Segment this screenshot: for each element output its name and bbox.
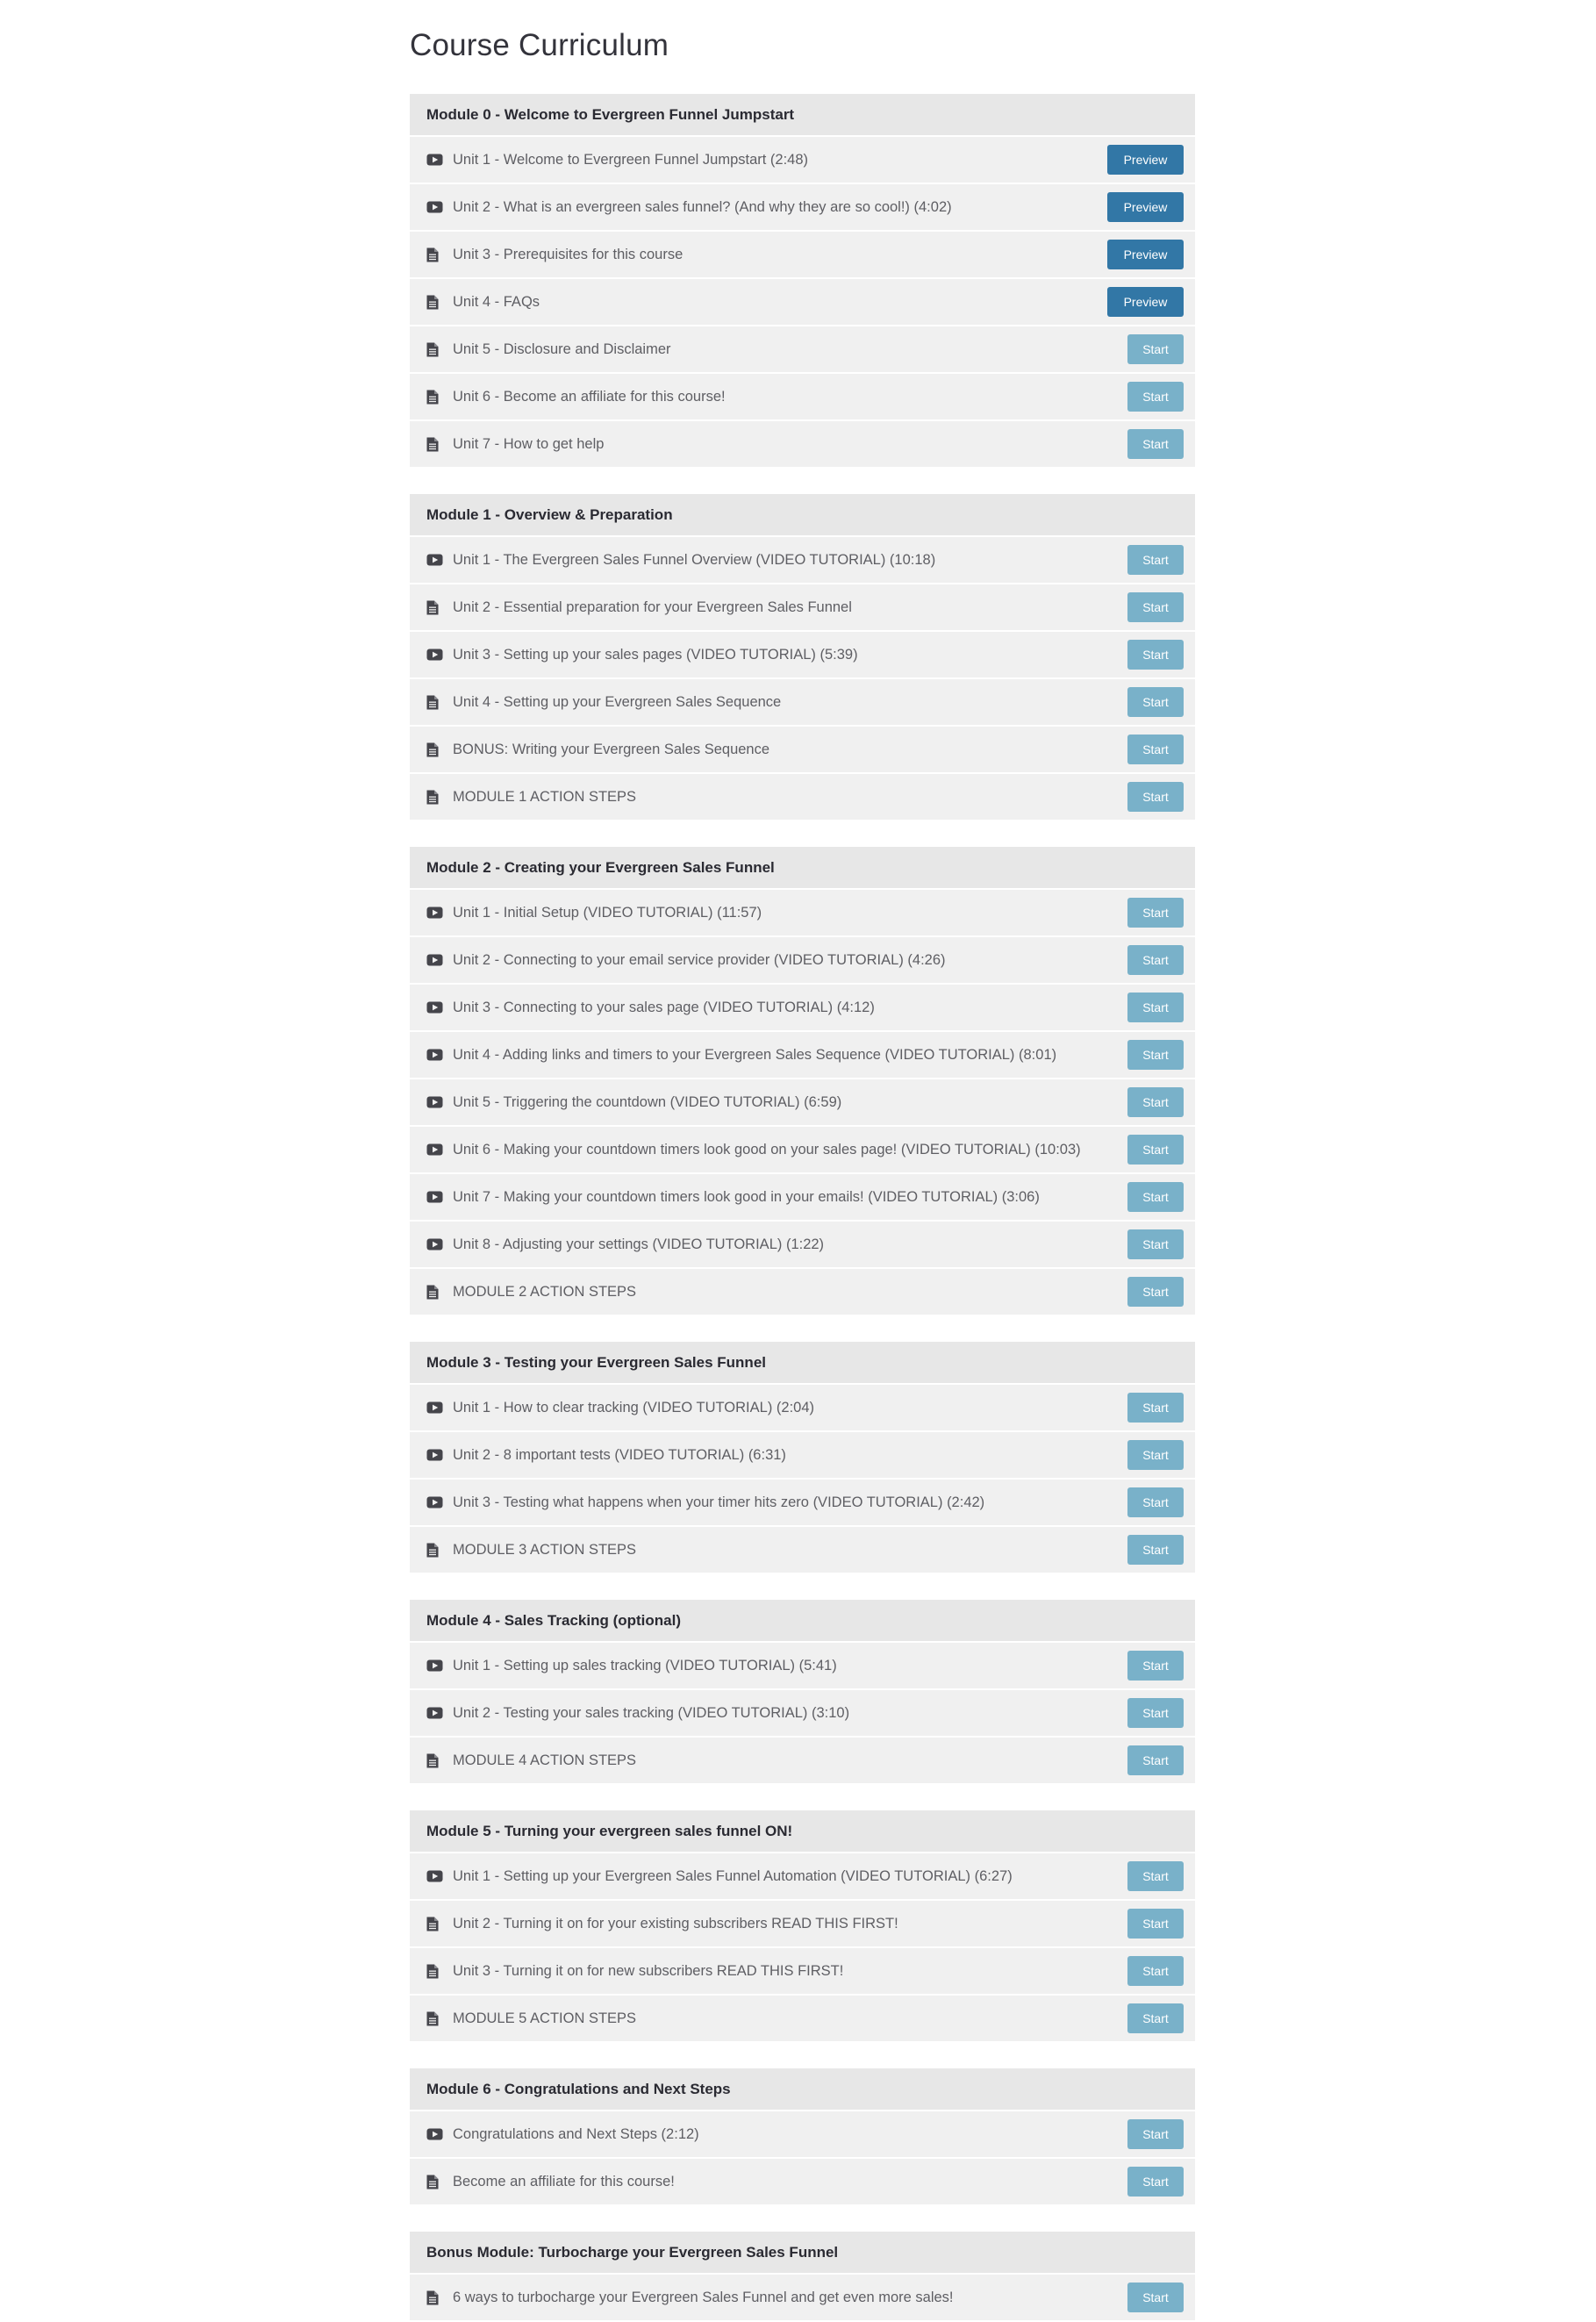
- unit-title: Unit 1 - Welcome to Evergreen Funnel Jumpstart (2:48): [453, 151, 809, 168]
- module-section-1: [410, 494, 1195, 820]
- document-icon: [426, 2010, 446, 2026]
- video-icon: [426, 905, 446, 921]
- unit-row[interactable]: [410, 374, 1195, 419]
- unit-title: Unit 7 - Making your countdown timers look good in your emails! (VIDEO TUTORIAL) (3:06): [453, 1188, 1040, 1205]
- module-units: [410, 1853, 1195, 2041]
- unit-row[interactable]: [410, 1127, 1195, 1172]
- preview-button[interactable]: Preview: [1107, 192, 1184, 222]
- start-button[interactable]: Start: [1127, 2283, 1184, 2312]
- module-header: Module 6 - Congratulations and Next Steps: [410, 2068, 1195, 2110]
- unit-title: Unit 3 - Connecting to your sales page (VIDEO TUTORIAL) (4:12): [453, 999, 875, 1015]
- document-icon: [426, 341, 446, 357]
- start-button[interactable]: Start: [1127, 382, 1184, 412]
- start-button[interactable]: Start: [1127, 1698, 1184, 1728]
- unit-row[interactable]: [410, 2111, 1195, 2157]
- unit-title: Unit 6 - Become an affiliate for this course!: [453, 388, 726, 405]
- start-button[interactable]: Start: [1127, 1861, 1184, 1891]
- video-icon: [426, 1094, 446, 1110]
- module-units: [410, 537, 1195, 820]
- unit-title: Unit 1 - Initial Setup (VIDEO TUTORIAL) (11:57): [453, 904, 762, 921]
- start-button[interactable]: Start: [1127, 735, 1184, 764]
- module-section-7: [410, 2232, 1195, 2320]
- video-icon: [426, 152, 446, 168]
- start-button[interactable]: Start: [1127, 429, 1184, 459]
- unit-row[interactable]: [410, 537, 1195, 583]
- unit-title: Become an affiliate for this course!: [453, 2173, 675, 2189]
- unit-row[interactable]: [410, 2275, 1195, 2320]
- start-button[interactable]: Start: [1127, 1745, 1184, 1775]
- unit-row[interactable]: [410, 632, 1195, 677]
- document-icon: [426, 1916, 446, 1931]
- unit-row[interactable]: [410, 1385, 1195, 1430]
- unit-title: MODULE 4 ACTION STEPS: [453, 1752, 637, 1768]
- video-icon: [426, 1189, 446, 1205]
- unit-row[interactable]: [410, 937, 1195, 983]
- start-button[interactable]: Start: [1127, 1087, 1184, 1117]
- start-button[interactable]: Start: [1127, 1182, 1184, 1212]
- module-section-6: [410, 2068, 1195, 2204]
- module-section-2: [410, 847, 1195, 1315]
- video-icon: [426, 647, 446, 663]
- video-icon: [426, 199, 446, 215]
- unit-title: Unit 1 - Setting up your Evergreen Sales Funnel Automation (VIDEO TUTORIAL) (6:27): [453, 1867, 1013, 1884]
- unit-title: MODULE 3 ACTION STEPS: [453, 1541, 637, 1558]
- unit-row[interactable]: [410, 1643, 1195, 1688]
- document-icon: [426, 694, 446, 710]
- document-icon: [426, 789, 446, 805]
- unit-title: Unit 4 - FAQs: [453, 293, 540, 310]
- unit-title: MODULE 5 ACTION STEPS: [453, 2010, 637, 2026]
- unit-row[interactable]: [410, 326, 1195, 372]
- document-icon: [426, 742, 446, 757]
- preview-button[interactable]: Preview: [1107, 145, 1184, 175]
- video-icon: [426, 1142, 446, 1157]
- unit-row[interactable]: [410, 2159, 1195, 2204]
- start-button[interactable]: Start: [1127, 1040, 1184, 1070]
- curriculum-list: [410, 94, 1195, 2320]
- unit-row[interactable]: [410, 1432, 1195, 1478]
- unit-title: Unit 1 - Setting up sales tracking (VIDEO TUTORIAL) (5:41): [453, 1657, 837, 1673]
- module-header: Module 4 - Sales Tracking (optional): [410, 1600, 1195, 1641]
- module-units: [410, 1385, 1195, 1573]
- unit-row[interactable]: [410, 137, 1195, 183]
- video-icon: [426, 1494, 446, 1510]
- unit-row[interactable]: [410, 985, 1195, 1030]
- module-units: [410, 137, 1195, 467]
- document-icon: [426, 2174, 446, 2189]
- unit-title: MODULE 1 ACTION STEPS: [453, 788, 637, 805]
- start-button[interactable]: Start: [1127, 898, 1184, 928]
- document-icon: [426, 1542, 446, 1558]
- page-title: Course Curriculum: [410, 28, 669, 62]
- video-icon: [426, 1447, 446, 1463]
- unit-title: Unit 2 - Turning it on for your existing subscribers READ THIS FIRST!: [453, 1915, 898, 1931]
- unit-title: Unit 2 - Connecting to your email service provider (VIDEO TUTORIAL) (4:26): [453, 951, 946, 968]
- start-button[interactable]: Start: [1127, 1909, 1184, 1939]
- document-icon: [426, 389, 446, 405]
- start-button[interactable]: Start: [1127, 640, 1184, 670]
- module-header: Module 2 - Creating your Evergreen Sales Funnel: [410, 847, 1195, 888]
- unit-row[interactable]: [410, 1222, 1195, 1267]
- module-section-0: [410, 94, 1195, 467]
- unit-row[interactable]: [410, 890, 1195, 935]
- unit-title: Unit 6 - Making your countdown timers look good on your sales page! (VIDEO TUTORIAL) (10:03): [453, 1141, 1081, 1157]
- preview-button[interactable]: Preview: [1107, 240, 1184, 269]
- module-units: [410, 2111, 1195, 2204]
- unit-title: Unit 3 - Setting up your sales pages (VIDEO TUTORIAL) (5:39): [453, 646, 858, 663]
- unit-title: Unit 1 - The Evergreen Sales Funnel Overview (VIDEO TUTORIAL) (10:18): [453, 551, 936, 568]
- start-button[interactable]: Start: [1127, 1229, 1184, 1259]
- start-button[interactable]: Start: [1127, 545, 1184, 575]
- module-header: Module 3 - Testing your Evergreen Sales Funnel: [410, 1342, 1195, 1383]
- unit-row[interactable]: [410, 1079, 1195, 1125]
- video-icon: [426, 1236, 446, 1252]
- module-section-5: [410, 1810, 1195, 2041]
- module-units: [410, 2275, 1195, 2320]
- document-icon: [426, 1963, 446, 1979]
- start-button[interactable]: Start: [1127, 1277, 1184, 1307]
- unit-row[interactable]: [410, 421, 1195, 467]
- unit-row[interactable]: [410, 232, 1195, 277]
- unit-row[interactable]: [410, 727, 1195, 772]
- unit-row[interactable]: [410, 1948, 1195, 1994]
- unit-row[interactable]: [410, 1269, 1195, 1315]
- document-icon: [426, 1752, 446, 1768]
- unit-row[interactable]: [410, 1032, 1195, 1078]
- document-icon: [426, 436, 446, 452]
- unit-row[interactable]: [410, 584, 1195, 630]
- unit-title: Unit 2 - Essential preparation for your Evergreen Sales Funnel: [453, 598, 852, 615]
- unit-title: Unit 4 - Setting up your Evergreen Sales Sequence: [453, 693, 782, 710]
- unit-row[interactable]: [410, 1527, 1195, 1573]
- video-icon: [426, 1000, 446, 1015]
- module-header: Module 1 - Overview & Preparation: [410, 494, 1195, 535]
- unit-title: Unit 1 - How to clear tracking (VIDEO TUTORIAL) (2:04): [453, 1399, 815, 1415]
- unit-title: 6 ways to turbocharge your Evergreen Sales Funnel and get even more sales!: [453, 2289, 954, 2305]
- start-button[interactable]: Start: [1127, 687, 1184, 717]
- unit-row[interactable]: [410, 774, 1195, 820]
- start-button[interactable]: Start: [1127, 1440, 1184, 1470]
- unit-row[interactable]: [410, 1901, 1195, 1946]
- document-icon: [426, 247, 446, 262]
- document-icon: [426, 1284, 446, 1300]
- start-button[interactable]: Start: [1127, 1535, 1184, 1565]
- unit-row[interactable]: [410, 279, 1195, 325]
- unit-row[interactable]: [410, 679, 1195, 725]
- unit-title: Unit 2 - What is an evergreen sales funnel? (And why they are so cool!) (4:02): [453, 198, 952, 215]
- unit-title: Unit 8 - Adjusting your settings (VIDEO TUTORIAL) (1:22): [453, 1236, 825, 1252]
- module-units: [410, 1643, 1195, 1783]
- start-button[interactable]: Start: [1127, 1135, 1184, 1165]
- start-button[interactable]: Start: [1127, 945, 1184, 975]
- unit-title: MODULE 2 ACTION STEPS: [453, 1283, 637, 1300]
- unit-row[interactable]: [410, 1480, 1195, 1525]
- unit-title: Unit 3 - Prerequisites for this course: [453, 246, 683, 262]
- unit-title: Unit 5 - Triggering the countdown (VIDEO TUTORIAL) (6:59): [453, 1093, 842, 1110]
- video-icon: [426, 952, 446, 968]
- unit-title: Unit 7 - How to get help: [453, 435, 605, 452]
- video-icon: [426, 552, 446, 568]
- start-button[interactable]: Start: [1127, 993, 1184, 1022]
- module-section-4: [410, 1600, 1195, 1783]
- start-button[interactable]: Start: [1127, 2119, 1184, 2149]
- start-button[interactable]: Start: [1127, 1651, 1184, 1681]
- start-button[interactable]: Start: [1127, 2167, 1184, 2197]
- video-icon: [426, 1868, 446, 1884]
- video-icon: [426, 2126, 446, 2142]
- video-icon: [426, 1047, 446, 1063]
- preview-button[interactable]: Preview: [1107, 287, 1184, 317]
- document-icon: [426, 2290, 446, 2305]
- video-icon: [426, 1400, 446, 1415]
- unit-title: Unit 3 - Testing what happens when your timer hits zero (VIDEO TUTORIAL) (2:42): [453, 1494, 985, 1510]
- unit-row[interactable]: [410, 1853, 1195, 1899]
- unit-row[interactable]: [410, 1996, 1195, 2041]
- document-icon: [426, 294, 446, 310]
- unit-title: Unit 4 - Adding links and timers to your Evergreen Sales Sequence (VIDEO TUTORIAL) (8:01): [453, 1046, 1057, 1063]
- module-header: Module 0 - Welcome to Evergreen Funnel Jumpstart: [410, 94, 1195, 135]
- unit-title: BONUS: Writing your Evergreen Sales Sequence: [453, 741, 770, 757]
- unit-row[interactable]: [410, 1690, 1195, 1736]
- video-icon: [426, 1658, 446, 1673]
- video-icon: [426, 1705, 446, 1721]
- unit-title: Congratulations and Next Steps (2:12): [453, 2125, 699, 2142]
- document-icon: [426, 599, 446, 615]
- course-curriculum-page: [410, 0, 1195, 2322]
- module-header: Module 5 - Turning your evergreen sales funnel ON!: [410, 1810, 1195, 1852]
- unit-title: Unit 2 - Testing your sales tracking (VIDEO TUTORIAL) (3:10): [453, 1704, 850, 1721]
- start-button[interactable]: Start: [1127, 334, 1184, 364]
- module-section-3: [410, 1342, 1195, 1573]
- start-button[interactable]: Start: [1127, 1393, 1184, 1423]
- unit-row[interactable]: [410, 184, 1195, 230]
- unit-title: Unit 5 - Disclosure and Disclaimer: [453, 340, 671, 357]
- start-button[interactable]: Start: [1127, 1487, 1184, 1517]
- module-units: [410, 890, 1195, 1315]
- start-button[interactable]: Start: [1127, 782, 1184, 812]
- unit-row[interactable]: [410, 1738, 1195, 1783]
- unit-title: Unit 2 - 8 important tests (VIDEO TUTORIAL) (6:31): [453, 1446, 786, 1463]
- start-button[interactable]: Start: [1127, 2003, 1184, 2033]
- start-button[interactable]: Start: [1127, 1956, 1184, 1986]
- module-header: Bonus Module: Turbocharge your Evergreen Sales Funnel: [410, 2232, 1195, 2273]
- unit-row[interactable]: [410, 1174, 1195, 1220]
- start-button[interactable]: Start: [1127, 592, 1184, 622]
- unit-title: Unit 3 - Turning it on for new subscribers READ THIS FIRST!: [453, 1962, 844, 1979]
